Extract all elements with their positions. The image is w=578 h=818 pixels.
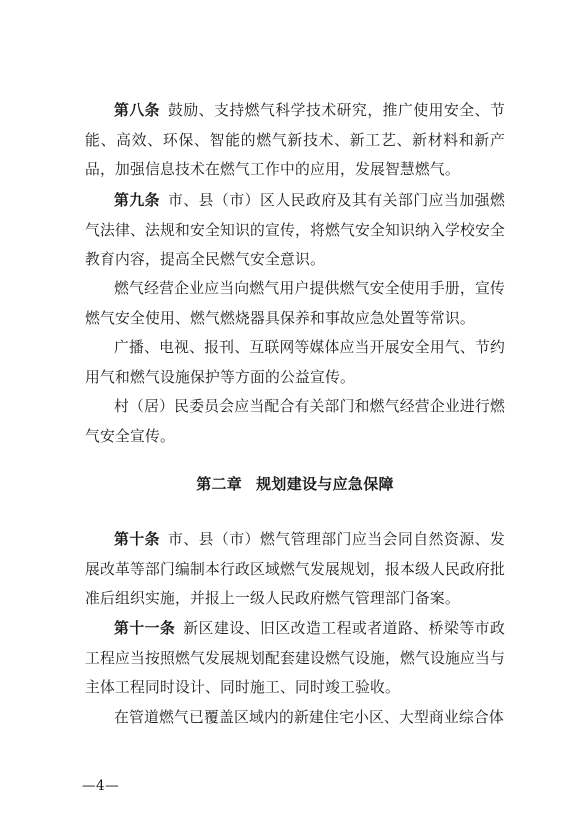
chapter-heading: [85, 472, 505, 496]
chapter-number: 第二章: [196, 475, 243, 493]
paragraph: [85, 274, 505, 333]
paragraph-text: 广播、电视、报刊、互联网等媒体应当开展安全用气、节约用气和燃气设施保护等方面的公益宣传。: [85, 339, 505, 386]
paragraph: [85, 392, 505, 451]
paragraph: [85, 333, 505, 392]
article-text: 鼓励、支持燃气科学技术研究，推广使用安全、节能、高效、环保、智能的燃气新技术、新工艺、新材料和新产品，加强信息技术在燃气工作中的应用，发展智慧燃气。: [85, 102, 505, 178]
article-label: 第八条: [114, 102, 160, 119]
article-text: 市、县（市）燃气管理部门应当会同自然资源、发展改革等部门编制本行政区域燃气发展规划，报本级人民政府批准后组织实施，并报上一级人民政府燃气管理部门备案。: [85, 531, 505, 607]
page-number: —4—: [82, 778, 120, 794]
article-text: 新区建设、旧区改造工程或者道路、桥梁等市政工程应当按照燃气发展规划配套建设燃气设施，燃气设施应当与主体工程同时设计、同时施工、同时竣工验收。: [85, 620, 505, 696]
article-label: 第十条: [114, 531, 160, 548]
article-label: 第九条: [114, 192, 160, 209]
article-label: 第十一条: [114, 620, 176, 637]
chapter-title: 规划建设与应急保障: [256, 475, 394, 493]
paragraph: [85, 703, 505, 733]
article-9: [85, 186, 505, 275]
paragraph-text: 燃气经营企业应当向燃气用户提供燃气安全使用手册，宣传燃气安全使用、燃气燃烧器具保养和事故应急处置等常识。: [85, 280, 505, 327]
paragraph-text: 村（居）民委员会应当配合有关部门和燃气经营企业进行燃气安全宣传。: [85, 398, 505, 445]
paragraph-text: 在管道燃气已覆盖区域内的新建住宅小区、大型商业综合体: [114, 709, 504, 726]
article-text: 市、县（市）区人民政府及其有关部门应当加强燃气法律、法规和安全知识的宣传，将燃气安全知识纳入学校安全教育内容，提高全民燃气安全意识。: [85, 192, 505, 268]
article-10: [85, 525, 505, 614]
article-11: [85, 614, 505, 703]
article-8: [85, 96, 505, 185]
